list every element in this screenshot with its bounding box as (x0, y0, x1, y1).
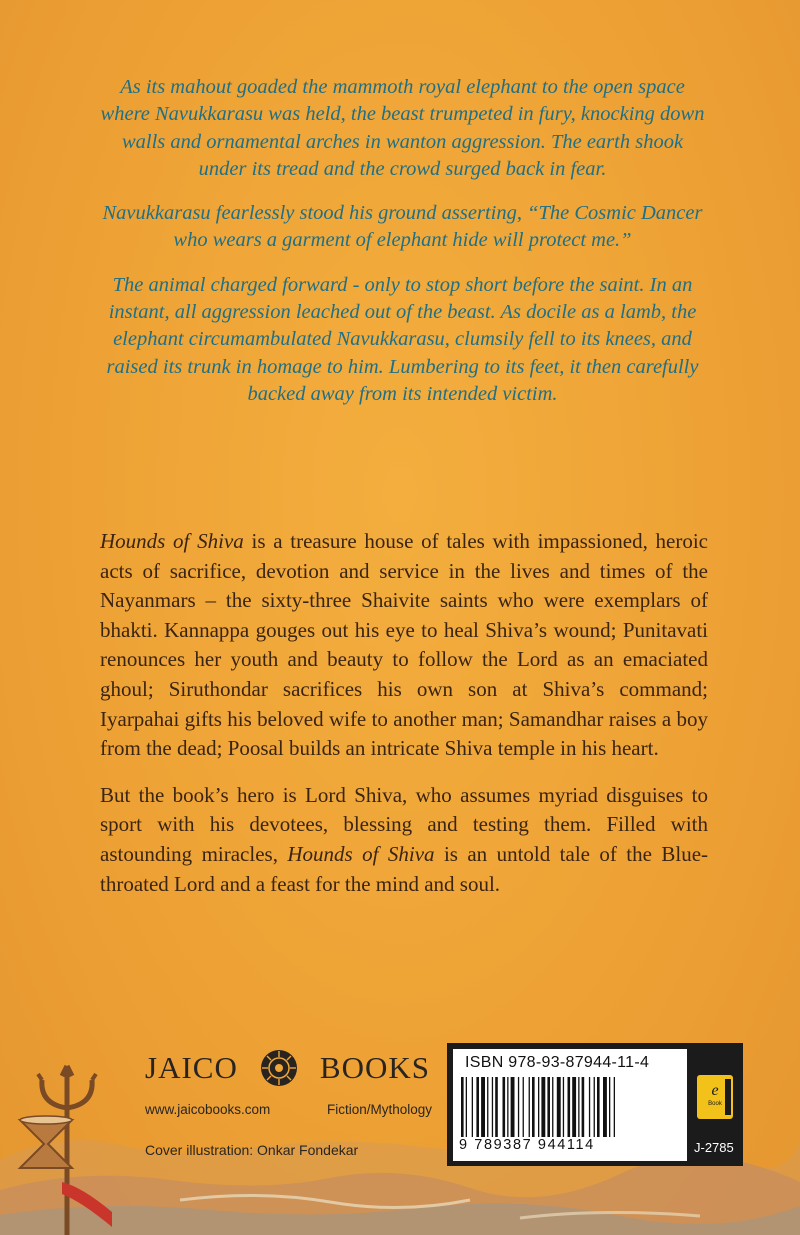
product-code: J-2785 (694, 1140, 734, 1155)
publisher-block (145, 1048, 435, 1117)
cover-illustration-credit: Cover illustration: Onkar Fondekar (145, 1142, 359, 1158)
publisher-subline (145, 1102, 432, 1117)
ebook-icon (695, 1073, 735, 1121)
jaico-sun-logo-icon (259, 1048, 299, 1088)
blurb-paragraph-2 (100, 781, 708, 899)
publisher-website: www.jaicobooks.com (145, 1102, 271, 1117)
excerpt-paragraph-2: Navukkarasu fearlessly stood his ground asserting, “The Cosmic Dancer who wears a garment of elephant hide will protect me.” (102, 202, 703, 252)
publisher-logo (145, 1048, 430, 1088)
blurb-paragraph-2-start: But the book’s hero is Lord Shiva, who assumes myriad disguises to sport with his devotees, blessing and testing them. Filled with astounding miracles, (100, 782, 708, 866)
book-category: Fiction/Mythology (326, 1102, 432, 1117)
publisher-name-left: JAICO (145, 1050, 238, 1085)
excerpt-paragraph-1: As its mahout goaded the mammoth royal elephant to the open space where Navukkarasu was held, the beast trumpeted in fury, knocking down walls and ornamental arches in wanton aggression. The earth shook under its tread and the crowd surged back in fear. (100, 76, 705, 180)
blurb-paragraph-1 (100, 527, 708, 764)
isbn-barcode (453, 1049, 687, 1161)
blurb-paragraph-2-end: is an untold tale of the Blue-throated Lord and a feast for the mind and soul. (100, 841, 709, 896)
book-blurb (100, 527, 708, 916)
publisher-name-right: BOOKS (319, 1050, 430, 1085)
excerpt-passage (100, 74, 705, 425)
svg-text:Book: Book (708, 1101, 722, 1107)
barcode-panel (447, 1043, 743, 1166)
book-title-ref: Hounds of Shiva (100, 529, 244, 553)
blurb-paragraph-1-text: is a treasure house of tales with impassioned, heroic acts of sacrifice, devotion and service in the lives and times of the Nayanmars – the sixty-three Shaivite saints who were exemplars of bhakti. Kannappa gouges out his eye to heal Shiva’s wound; Punitavati renounces her youth and beauty to follow the Lord as an emaciated ghoul; Siruthondar sacrifices his own son at Shiva’s command; Iyarpahai gifts his beloved wife to another man; Samandhar raises a boy from the dead; Poosal builds an intricate Shiva temple in his heart. (100, 529, 709, 761)
book-title-ref: Hounds of Shiva (287, 841, 435, 866)
barcode-bars (461, 1077, 683, 1137)
damaru-drum-icon (14, 1112, 78, 1176)
barcode-digits: 9 789387 944114 (459, 1137, 595, 1153)
excerpt-paragraph-3: The animal charged forward - only to stop short before the saint. In an instant, all aggression leached out of the beast. As docile as a lamb, the elephant circumambulated Navukkarasu, clumsily fell to its knees, and raised its trunk in homage to him. Lumbering to its feet, it then carefully backed away from its intended victim. (106, 273, 699, 405)
svg-text:e: e (711, 1082, 719, 1099)
isbn-number: ISBN 978-93-87944-11-4 (465, 1054, 650, 1071)
